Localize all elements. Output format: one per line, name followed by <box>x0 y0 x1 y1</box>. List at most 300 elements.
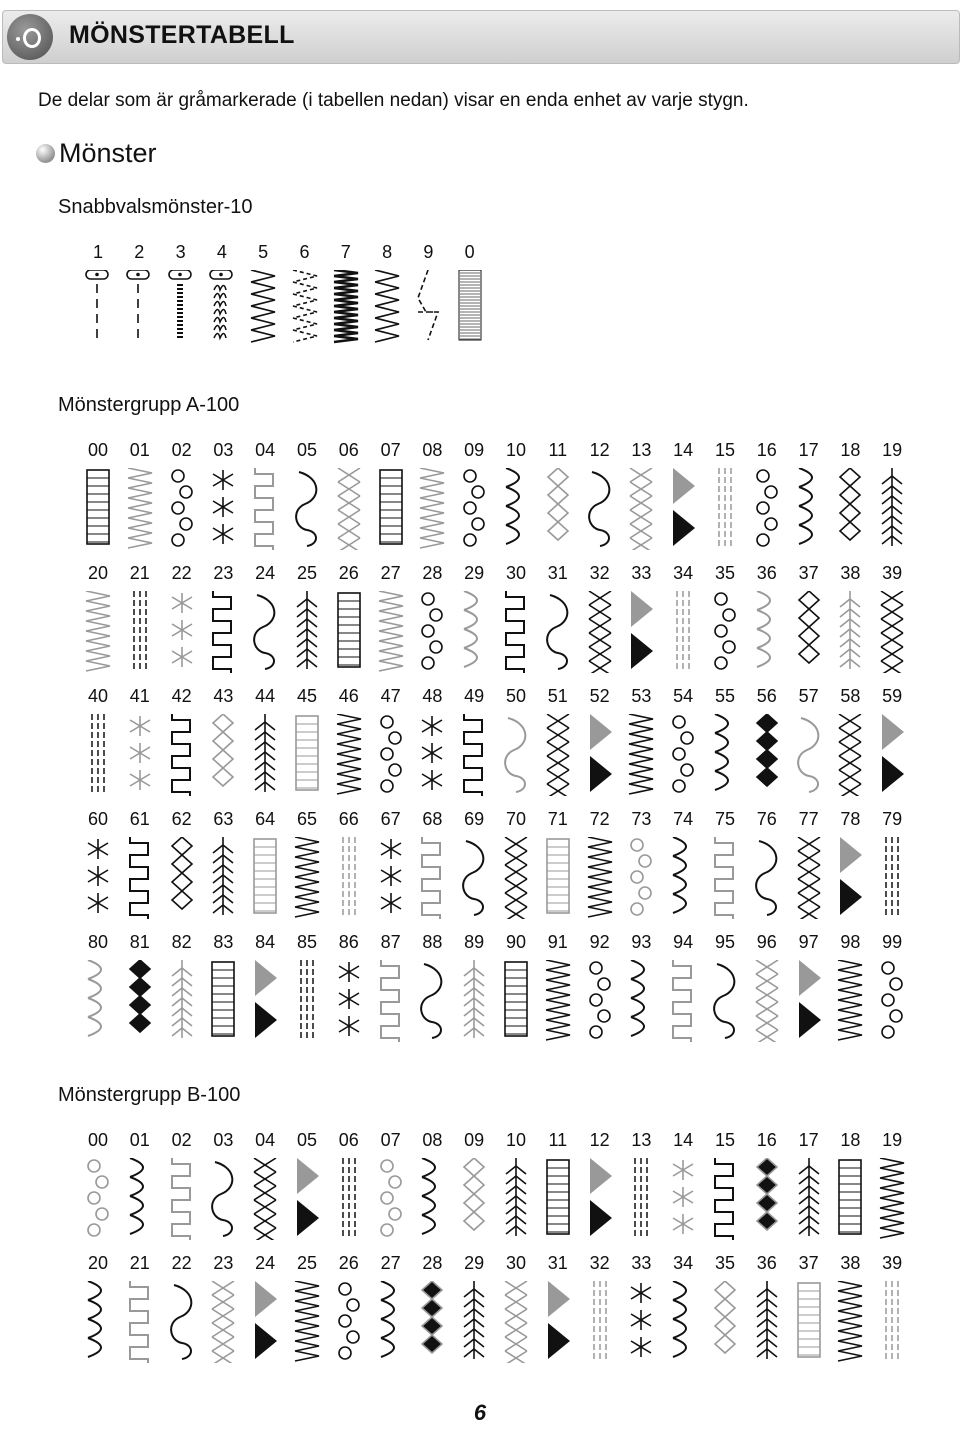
pattern-number: 2 <box>134 242 145 262</box>
pattern-number: 37 <box>798 563 819 583</box>
section-heading <box>36 138 157 169</box>
stitch-pattern-icon <box>418 714 448 796</box>
pattern-number: 42 <box>171 686 192 706</box>
stitch-pattern-icon <box>373 270 403 352</box>
section-title: Mönster <box>59 138 157 168</box>
pattern-number: 09 <box>464 440 485 460</box>
pattern-number: 77 <box>798 809 819 829</box>
stitch-pattern-icon <box>627 960 657 1042</box>
pattern-number: 93 <box>631 932 652 952</box>
stitch-pattern-icon <box>209 837 239 919</box>
pattern-number: 91 <box>547 932 568 952</box>
stitch-pattern-icon <box>544 714 574 796</box>
stitch-pattern-icon <box>84 714 114 796</box>
pattern-number: 37 <box>798 1253 819 1273</box>
pattern-number: 30 <box>505 563 527 583</box>
stitch-pattern-icon <box>586 714 616 796</box>
pattern-row <box>0 440 960 552</box>
stitch-pattern-icon <box>377 1281 407 1363</box>
pattern-number: 33 <box>631 1253 652 1273</box>
stitch-pattern-icon <box>586 468 616 550</box>
stitch-pattern-icon <box>502 468 532 550</box>
pattern-number: 76 <box>756 809 777 829</box>
stitch-pattern-icon <box>168 468 198 550</box>
pattern-number: 20 <box>87 1253 109 1273</box>
pattern-number: 56 <box>756 686 777 706</box>
stitch-pattern-icon <box>502 960 532 1042</box>
pattern-number: 89 <box>464 932 485 952</box>
stitch-pattern-icon <box>418 591 448 673</box>
stitch-pattern-icon <box>335 714 365 796</box>
stitch-pattern-icon <box>460 960 490 1042</box>
stitch-pattern-icon <box>209 1158 239 1240</box>
stitch-pattern-icon <box>335 837 365 919</box>
stitch-pattern-icon <box>711 960 741 1042</box>
stitch-pattern-icon <box>293 960 323 1042</box>
stitch-pattern-icon <box>84 837 114 919</box>
pattern-number: 68 <box>422 809 443 829</box>
pattern-number: 28 <box>422 1253 443 1273</box>
stitch-pattern-icon <box>669 591 699 673</box>
stitch-pattern-icon <box>795 1281 825 1363</box>
stitch-pattern-icon <box>335 1281 365 1363</box>
stitch-pattern-icon <box>414 270 444 352</box>
stitch-pattern-icon <box>878 591 908 673</box>
pattern-number: 71 <box>547 809 568 829</box>
pattern-row <box>0 932 960 1044</box>
pattern-number: 38 <box>840 563 861 583</box>
pattern-number: 69 <box>464 809 485 829</box>
stitch-pattern-icon <box>669 1158 699 1240</box>
stitch-pattern-icon <box>209 468 239 550</box>
stitch-pattern-icon <box>836 591 866 673</box>
stitch-pattern-icon <box>377 468 407 550</box>
stitch-pattern-icon <box>168 1158 198 1240</box>
intro-text: De delar som är gråmarkerade (i tabellen nedan) visar en enda enhet av varje stygn. <box>38 90 749 111</box>
pattern-number: 95 <box>714 932 736 952</box>
group-heading: Snabbvalsmönster-10 <box>58 196 253 218</box>
stitch-pattern-icon <box>377 837 407 919</box>
stitch-pattern-icon <box>251 591 281 673</box>
pattern-number: 73 <box>631 809 652 829</box>
stitch-pattern-icon <box>377 591 407 673</box>
pattern-number: 05 <box>296 440 318 460</box>
pattern-number: 30 <box>505 1253 527 1273</box>
pattern-number: 10 <box>505 440 527 460</box>
pattern-number: 74 <box>673 809 694 829</box>
pattern-number: 85 <box>296 932 318 952</box>
stitch-pattern-icon <box>544 1281 574 1363</box>
pattern-number: 16 <box>756 440 777 460</box>
pattern-number: 50 <box>505 686 527 706</box>
pattern-number: 6 <box>299 242 310 262</box>
stitch-pattern-icon <box>544 960 574 1042</box>
pattern-number: 48 <box>422 686 443 706</box>
pattern-number: 08 <box>422 440 443 460</box>
stitch-pattern-icon <box>878 1158 908 1240</box>
stitch-pattern-icon <box>418 837 448 919</box>
pattern-number: 40 <box>87 686 109 706</box>
stitch-pattern-icon <box>460 1281 490 1363</box>
pattern-row <box>0 809 960 921</box>
pattern-number: 07 <box>380 1130 401 1150</box>
stitch-pattern-icon <box>84 468 114 550</box>
pattern-number: 52 <box>589 686 610 706</box>
stitch-pattern-icon <box>125 270 155 352</box>
stitch-pattern-icon <box>126 837 156 919</box>
stitch-pattern-icon <box>418 1158 448 1240</box>
stitch-pattern-icon <box>878 714 908 796</box>
pattern-number: 51 <box>547 686 568 706</box>
pattern-number: 12 <box>589 440 610 460</box>
stitch-pattern-icon <box>711 591 741 673</box>
pattern-number: 09 <box>464 1130 485 1150</box>
pattern-number: 17 <box>798 1130 819 1150</box>
stitch-pattern-icon <box>836 960 866 1042</box>
stitch-pattern-icon <box>627 468 657 550</box>
stitch-pattern-icon <box>168 960 198 1042</box>
pattern-number: 86 <box>338 932 359 952</box>
pattern-number: 10 <box>505 1130 527 1150</box>
stitch-pattern-icon <box>669 714 699 796</box>
pattern-number: 78 <box>840 809 861 829</box>
stitch-pattern-icon <box>711 468 741 550</box>
stitch-pattern-icon <box>878 960 908 1042</box>
pattern-number: 96 <box>756 932 777 952</box>
pattern-number: 18 <box>840 1130 861 1150</box>
pattern-number: 41 <box>129 686 150 706</box>
pattern-number: 27 <box>380 1253 401 1273</box>
pattern-number: 64 <box>255 809 276 829</box>
stitch-pattern-icon <box>251 960 281 1042</box>
group-heading: Mönstergrupp A-100 <box>58 394 240 416</box>
pattern-number: 13 <box>631 440 652 460</box>
stitch-pattern-icon <box>795 468 825 550</box>
stitch-pattern-icon <box>502 1158 532 1240</box>
pattern-number: 99 <box>882 932 903 952</box>
pattern-number: 36 <box>756 563 777 583</box>
stitch-pattern-icon <box>836 714 866 796</box>
stitch-pattern-icon <box>335 1158 365 1240</box>
pattern-number: 04 <box>255 440 276 460</box>
stitch-pattern-icon <box>249 270 279 352</box>
stitch-pattern-icon <box>293 468 323 550</box>
pattern-number: 88 <box>422 932 443 952</box>
pattern-number: 15 <box>714 1130 736 1150</box>
pattern-number: 87 <box>380 932 401 952</box>
page-number: 6 <box>473 1400 487 1425</box>
stitch-pattern-icon <box>418 1281 448 1363</box>
stitch-pattern-icon <box>627 714 657 796</box>
stitch-pattern-icon <box>753 960 783 1042</box>
pattern-number: 12 <box>589 1130 610 1150</box>
pattern-number: 83 <box>213 932 234 952</box>
pattern-number: 63 <box>213 809 234 829</box>
pattern-row <box>0 686 960 798</box>
pattern-number: 03 <box>213 1130 234 1150</box>
pattern-number: 57 <box>798 686 819 706</box>
stitch-pattern-icon <box>711 837 741 919</box>
pattern-number: 61 <box>129 809 150 829</box>
stitch-pattern-icon <box>836 1158 866 1240</box>
stitch-pattern-icon <box>251 837 281 919</box>
pattern-number: 01 <box>129 1130 150 1150</box>
stitch-pattern-icon <box>460 714 490 796</box>
pattern-row <box>0 1130 960 1242</box>
pattern-number: 31 <box>547 1253 568 1273</box>
stitch-pattern-icon <box>544 468 574 550</box>
pattern-number: 58 <box>840 686 861 706</box>
stitch-pattern-icon <box>209 591 239 673</box>
pattern-number: 59 <box>882 686 903 706</box>
stitch-pattern-icon <box>795 714 825 796</box>
pattern-number: 97 <box>798 932 819 952</box>
stitch-pattern-icon <box>711 1158 741 1240</box>
pattern-number: 00 <box>87 1130 109 1150</box>
pattern-number: 03 <box>213 440 234 460</box>
pattern-number: 13 <box>631 1130 652 1150</box>
stitch-pattern-icon <box>377 1158 407 1240</box>
pattern-number: 5 <box>258 242 269 262</box>
stitch-pattern-icon <box>251 468 281 550</box>
pattern-number: 19 <box>882 1130 903 1150</box>
stitch-pattern-icon <box>84 1281 114 1363</box>
stitch-pattern-icon <box>377 714 407 796</box>
stitch-pattern-icon <box>335 591 365 673</box>
pattern-number: 90 <box>505 932 527 952</box>
pattern-number: 70 <box>505 809 527 829</box>
pattern-number: 29 <box>464 563 485 583</box>
pattern-number: 46 <box>338 686 359 706</box>
stitch-pattern-icon <box>502 714 532 796</box>
pattern-number: 3 <box>175 242 186 262</box>
pattern-number: 4 <box>216 242 227 262</box>
stitch-pattern-icon <box>335 960 365 1042</box>
pattern-number: 81 <box>129 932 150 952</box>
stitch-pattern-icon <box>753 1158 783 1240</box>
pattern-number: 11 <box>548 1130 568 1150</box>
stitch-pattern-icon <box>251 1281 281 1363</box>
pattern-number: 20 <box>87 563 109 583</box>
bullet-icon <box>36 144 55 163</box>
pattern-number: 08 <box>422 1130 443 1150</box>
stitch-pattern-icon <box>544 1158 574 1240</box>
stitch-pattern-icon <box>836 837 866 919</box>
stitch-pattern-icon <box>168 1281 198 1363</box>
pattern-number: 66 <box>338 809 359 829</box>
pattern-number: 19 <box>882 440 903 460</box>
stitch-pattern-icon <box>753 591 783 673</box>
pattern-number: 22 <box>171 1253 192 1273</box>
stitch-pattern-icon <box>377 960 407 1042</box>
stitch-pattern-icon <box>627 837 657 919</box>
pattern-number: 27 <box>380 563 401 583</box>
pattern-row <box>0 242 960 354</box>
pattern-number: 79 <box>882 809 903 829</box>
pattern-number: 32 <box>589 1253 610 1273</box>
pattern-number: 24 <box>255 1253 276 1273</box>
pattern-number: 80 <box>87 932 109 952</box>
pattern-number: 02 <box>171 1130 192 1150</box>
stitch-pattern-icon <box>168 837 198 919</box>
stitch-pattern-icon <box>836 1281 866 1363</box>
stitch-pattern-icon <box>878 468 908 550</box>
info-circle-icon <box>7 14 53 60</box>
stitch-pattern-icon <box>753 1281 783 1363</box>
pattern-number: 35 <box>714 1253 736 1273</box>
pattern-number: 39 <box>882 563 903 583</box>
stitch-pattern-icon <box>418 960 448 1042</box>
stitch-pattern-icon <box>586 591 616 673</box>
pattern-number: 06 <box>338 1130 359 1150</box>
pattern-number: 9 <box>423 242 434 262</box>
stitch-pattern-icon <box>669 837 699 919</box>
stitch-pattern-icon <box>84 1158 114 1240</box>
pattern-row <box>0 1253 960 1365</box>
stitch-pattern-icon <box>502 1281 532 1363</box>
stitch-pattern-icon <box>795 960 825 1042</box>
pattern-number: 75 <box>714 809 736 829</box>
stitch-pattern-icon <box>332 270 362 352</box>
stitch-pattern-icon <box>126 591 156 673</box>
pattern-number: 65 <box>296 809 318 829</box>
pattern-number: 39 <box>882 1253 903 1273</box>
stitch-pattern-icon <box>209 1281 239 1363</box>
pattern-number: 14 <box>673 440 694 460</box>
pattern-number: 72 <box>589 809 610 829</box>
stitch-pattern-icon <box>293 837 323 919</box>
stitch-pattern-icon <box>795 591 825 673</box>
stitch-pattern-icon <box>293 1281 323 1363</box>
stitch-pattern-icon <box>208 270 238 352</box>
stitch-pattern-icon <box>753 837 783 919</box>
stitch-pattern-icon <box>586 960 616 1042</box>
pattern-number: 28 <box>422 563 443 583</box>
pattern-number: 05 <box>296 1130 318 1150</box>
stitch-pattern-icon <box>460 468 490 550</box>
pattern-number: 67 <box>380 809 401 829</box>
pattern-number: 45 <box>296 686 318 706</box>
stitch-pattern-icon <box>586 837 616 919</box>
pattern-number: 49 <box>464 686 485 706</box>
stitch-pattern-icon <box>168 714 198 796</box>
stitch-pattern-icon <box>711 714 741 796</box>
stitch-pattern-icon <box>209 714 239 796</box>
stitch-pattern-icon <box>586 1281 616 1363</box>
pattern-number: 18 <box>840 440 861 460</box>
pattern-number: 01 <box>129 440 150 460</box>
pattern-number: 98 <box>840 932 861 952</box>
stitch-pattern-icon <box>167 270 197 352</box>
stitch-pattern-icon <box>878 837 908 919</box>
pattern-number: 54 <box>673 686 694 706</box>
stitch-pattern-icon <box>836 468 866 550</box>
stitch-pattern-icon <box>126 468 156 550</box>
stitch-pattern-icon <box>502 591 532 673</box>
stitch-pattern-icon <box>126 1158 156 1240</box>
pattern-number: 06 <box>338 440 359 460</box>
pattern-number: 11 <box>548 440 568 460</box>
pattern-number: 31 <box>547 563 568 583</box>
stitch-pattern-icon <box>126 714 156 796</box>
stitch-pattern-icon <box>456 270 486 352</box>
pattern-number: 53 <box>631 686 652 706</box>
pattern-number: 26 <box>338 563 359 583</box>
stitch-pattern-icon <box>795 1158 825 1240</box>
stitch-pattern-icon <box>293 714 323 796</box>
stitch-pattern-icon <box>460 591 490 673</box>
pattern-number: 38 <box>840 1253 861 1273</box>
pattern-number: 8 <box>382 242 393 262</box>
pattern-number: 47 <box>380 686 401 706</box>
stitch-pattern-icon <box>418 468 448 550</box>
stitch-pattern-icon <box>586 1158 616 1240</box>
pattern-number: 35 <box>714 563 736 583</box>
pattern-number: 23 <box>213 1253 234 1273</box>
pattern-number: 32 <box>589 563 610 583</box>
stitch-pattern-icon <box>84 960 114 1042</box>
pattern-number: 34 <box>673 563 694 583</box>
stitch-pattern-icon <box>335 468 365 550</box>
pattern-number: 02 <box>171 440 192 460</box>
stitch-pattern-icon <box>627 591 657 673</box>
pattern-number: 92 <box>589 932 610 952</box>
pattern-number: 24 <box>255 563 276 583</box>
stitch-pattern-icon <box>669 1281 699 1363</box>
pattern-number: 94 <box>673 932 694 952</box>
stitch-pattern-icon <box>293 591 323 673</box>
stitch-pattern-icon <box>753 468 783 550</box>
pattern-number: 26 <box>338 1253 359 1273</box>
page-title: MÖNSTERTABELL <box>69 21 295 49</box>
pattern-number: 25 <box>296 563 318 583</box>
pattern-number: 43 <box>213 686 234 706</box>
pattern-number: 16 <box>756 1130 777 1150</box>
stitch-pattern-icon <box>795 837 825 919</box>
pattern-number: 33 <box>631 563 652 583</box>
pattern-number: 60 <box>87 809 109 829</box>
stitch-pattern-icon <box>126 1281 156 1363</box>
pattern-number: 21 <box>129 1253 150 1273</box>
stitch-pattern-icon <box>502 837 532 919</box>
pattern-number: 14 <box>673 1130 694 1150</box>
pattern-number: 1 <box>92 242 103 262</box>
pattern-number: 22 <box>171 563 192 583</box>
pattern-number: 15 <box>714 440 736 460</box>
pattern-number: 55 <box>714 686 736 706</box>
pattern-number: 17 <box>798 440 819 460</box>
stitch-pattern-icon <box>711 1281 741 1363</box>
pattern-number: 62 <box>171 809 192 829</box>
pattern-number: 29 <box>464 1253 485 1273</box>
pattern-number: 7 <box>340 242 351 262</box>
stitch-pattern-icon <box>293 1158 323 1240</box>
stitch-pattern-icon <box>168 591 198 673</box>
pattern-number: 21 <box>129 563 150 583</box>
pattern-number: 82 <box>171 932 192 952</box>
pattern-number: 0 <box>464 242 475 262</box>
title-banner <box>2 10 960 64</box>
stitch-pattern-icon <box>878 1281 908 1363</box>
pattern-number: 36 <box>756 1253 777 1273</box>
stitch-pattern-icon <box>627 1281 657 1363</box>
stitch-pattern-icon <box>460 1158 490 1240</box>
stitch-pattern-icon <box>84 591 114 673</box>
pattern-number: 34 <box>673 1253 694 1273</box>
stitch-pattern-icon <box>84 270 114 352</box>
stitch-pattern-icon <box>753 714 783 796</box>
stitch-pattern-icon <box>460 837 490 919</box>
